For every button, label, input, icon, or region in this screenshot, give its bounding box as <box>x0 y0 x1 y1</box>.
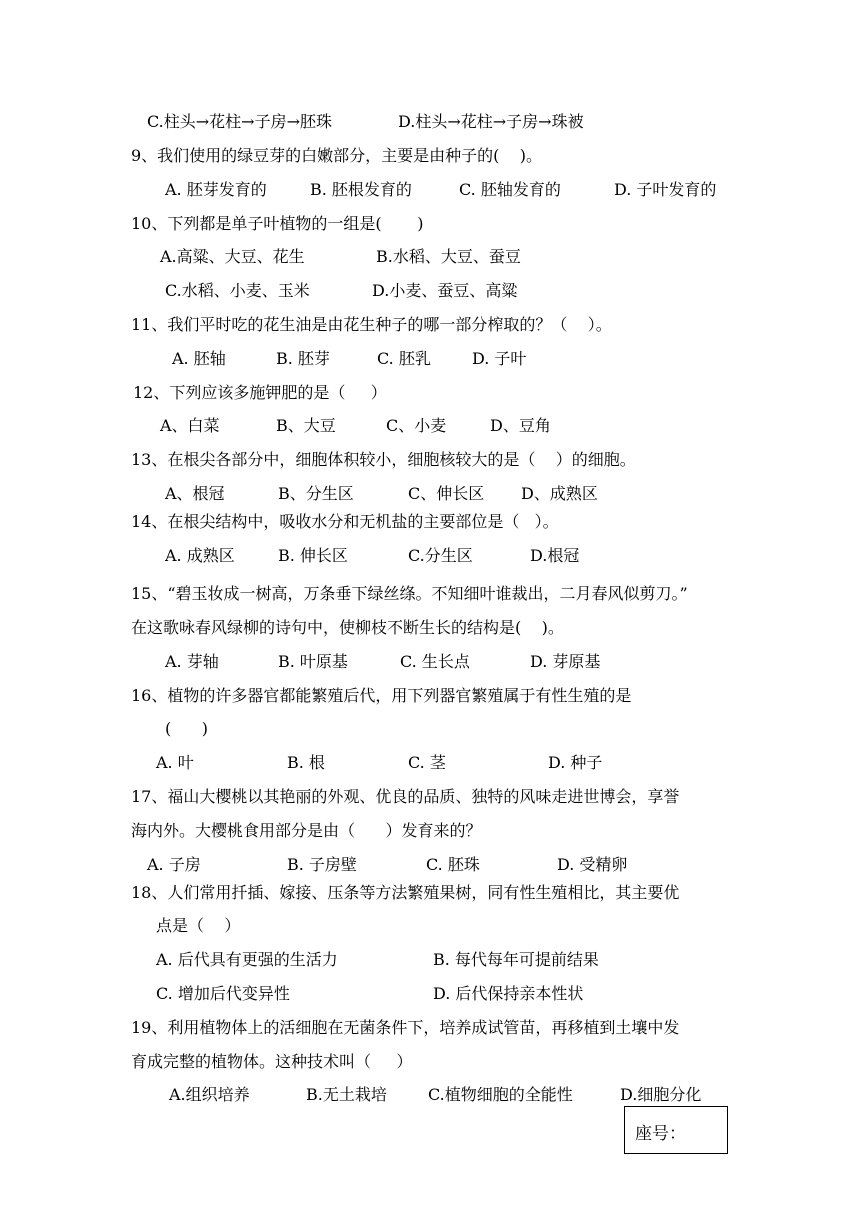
option-q17o-3: D. 受精卵 <box>557 855 628 874</box>
option-q11o-2: C. 胚乳 <box>377 349 431 368</box>
option-q16o-3: D. 种子 <box>548 753 603 772</box>
question-line-q10-0: 10、下列都是单子叶植物的一组是( ) <box>131 214 424 233</box>
option-q13o-0: A、根冠 <box>165 484 225 503</box>
seat-number-box <box>624 1106 728 1154</box>
option-q10o1-1: B.水稻、大豆、蚕豆 <box>376 247 521 266</box>
option-q15o-1: B. 叶原基 <box>278 652 348 671</box>
option-q18o2-0: C. 增加后代变异性 <box>156 984 290 1003</box>
option-q13o-1: B、分生区 <box>278 484 354 503</box>
option-q10o2-1: D.小麦、蚕豆、高粱 <box>372 281 518 300</box>
option-q12o-3: D、豆角 <box>490 416 551 435</box>
option-q9o-2: C. 胚轴发育的 <box>459 180 561 199</box>
question-line-q17a-0: 17、福山大樱桃以其艳丽的外观、优良的品质、独特的风味走进世博会，享誉 <box>131 787 680 806</box>
option-q17o-0: A. 子房 <box>147 855 201 874</box>
option-q15o-2: C. 生长点 <box>400 652 470 671</box>
option-q16o-0: A. 叶 <box>156 753 194 772</box>
option-q10o2-0: C.水稻、小麦、玉米 <box>165 281 310 300</box>
question-line-q18a-0: 18、人们常用扦插、嫁接、压条等方法繁殖果树，同有性生殖相比，其主要优 <box>131 883 680 902</box>
option-q9o-3: D. 子叶发育的 <box>614 180 717 199</box>
option-q13o-3: D、成熟区 <box>521 484 598 503</box>
option-q16o-1: B. 根 <box>287 753 325 772</box>
question-line-q11-0: 11、我们平时吃的花生油是由花生种子的哪一部分榨取的？（ ）。 <box>131 315 612 334</box>
question-line-q14-0: 14、在根尖结构中，吸收水分和无机盐的主要部位是（ ）。 <box>131 512 559 531</box>
seat-number-label: 座号： <box>635 1124 686 1144</box>
option-q10o1-0: A.高粱、大豆、花生 <box>160 247 305 266</box>
question-line-q16a-0: 16、植物的许多器官都能繁殖后代，用下列器官繁殖属于有性生殖的是 <box>131 686 632 705</box>
option-q19o-0: A.组织培养 <box>169 1085 250 1104</box>
question-line-q15b-0: 在这歌咏春风绿柳的诗句中，使柳枝不断生长的结构是( )。 <box>131 618 564 637</box>
option-q14o-1: B. 伸长区 <box>278 546 348 565</box>
option-q17o-2: C. 胚珠 <box>426 855 480 874</box>
option-q12o-2: C、小麦 <box>386 416 447 435</box>
option-q14o-0: A. 成熟区 <box>165 546 235 565</box>
option-q18o1-0: A. 后代具有更强的生活力 <box>156 950 338 969</box>
option-q12o-0: A、白菜 <box>160 416 220 435</box>
question-line-q17b-0: 海内外。大樱桃食用部分是由（ ）发育来的？ <box>131 821 482 840</box>
option-q11o-0: A. 胚轴 <box>172 349 226 368</box>
option-q17o-1: B. 子房壁 <box>287 855 357 874</box>
option-q19o-1: B.无土栽培 <box>306 1085 387 1104</box>
option-q19o-3: D.细胞分化 <box>620 1085 702 1104</box>
question-line-q18b-0: 点是（ ） <box>156 916 241 935</box>
question-line-q19b-0: 育成完整的植物体。这种技术叫（ ） <box>131 1052 413 1071</box>
option-q9o-1: B. 胚根发育的 <box>310 180 412 199</box>
option-q19o-2: C.植物细胞的全能性 <box>428 1085 573 1104</box>
question-line-q13-0: 13、在根尖各部分中，细胞体积较小，细胞核较大的是（ ）的细胞。 <box>131 450 636 469</box>
option-l1-0: C.柱头→花柱→子房→胚珠 <box>147 112 332 131</box>
option-q13o-2: C、伸长区 <box>408 484 485 503</box>
option-q15o-0: A. 芽轴 <box>165 652 219 671</box>
option-q14o-3: D.根冠 <box>530 546 580 565</box>
question-line-q19a-0: 19、利用植物体上的活细胞在无菌条件下，培养成试管苗，再移植到土壤中发 <box>131 1018 680 1037</box>
option-q18o2-1: D. 后代保持亲本性状 <box>433 984 584 1003</box>
option-q12o-1: B、大豆 <box>276 416 336 435</box>
option-q18o1-1: B. 每代每年可提前结果 <box>433 950 599 969</box>
option-q11o-3: D. 子叶 <box>472 349 527 368</box>
option-q15o-3: D. 芽原基 <box>530 652 601 671</box>
option-q14o-2: C.分生区 <box>408 546 473 565</box>
question-line-q15a-0: 15、“碧玉妆成一树高，万条垂下绿丝绦。不知细叶谁裁出，二月春风似剪刀。” <box>131 584 688 603</box>
question-line-q9-0: 9、我们使用的绿豆芽的白嫩部分，主要是由种子的( )。 <box>131 146 543 165</box>
option-q9o-0: A. 胚芽发育的 <box>165 180 267 199</box>
option-q16o-2: C. 茎 <box>408 753 446 772</box>
option-l1-1: D.柱头→花柱→子房→珠被 <box>398 112 584 131</box>
question-line-q16b-0: ( ) <box>165 719 208 738</box>
option-q11o-1: B. 胚芽 <box>276 349 330 368</box>
question-line-q12-0: 12、下列应该多施钾肥的是（ ） <box>133 383 387 402</box>
